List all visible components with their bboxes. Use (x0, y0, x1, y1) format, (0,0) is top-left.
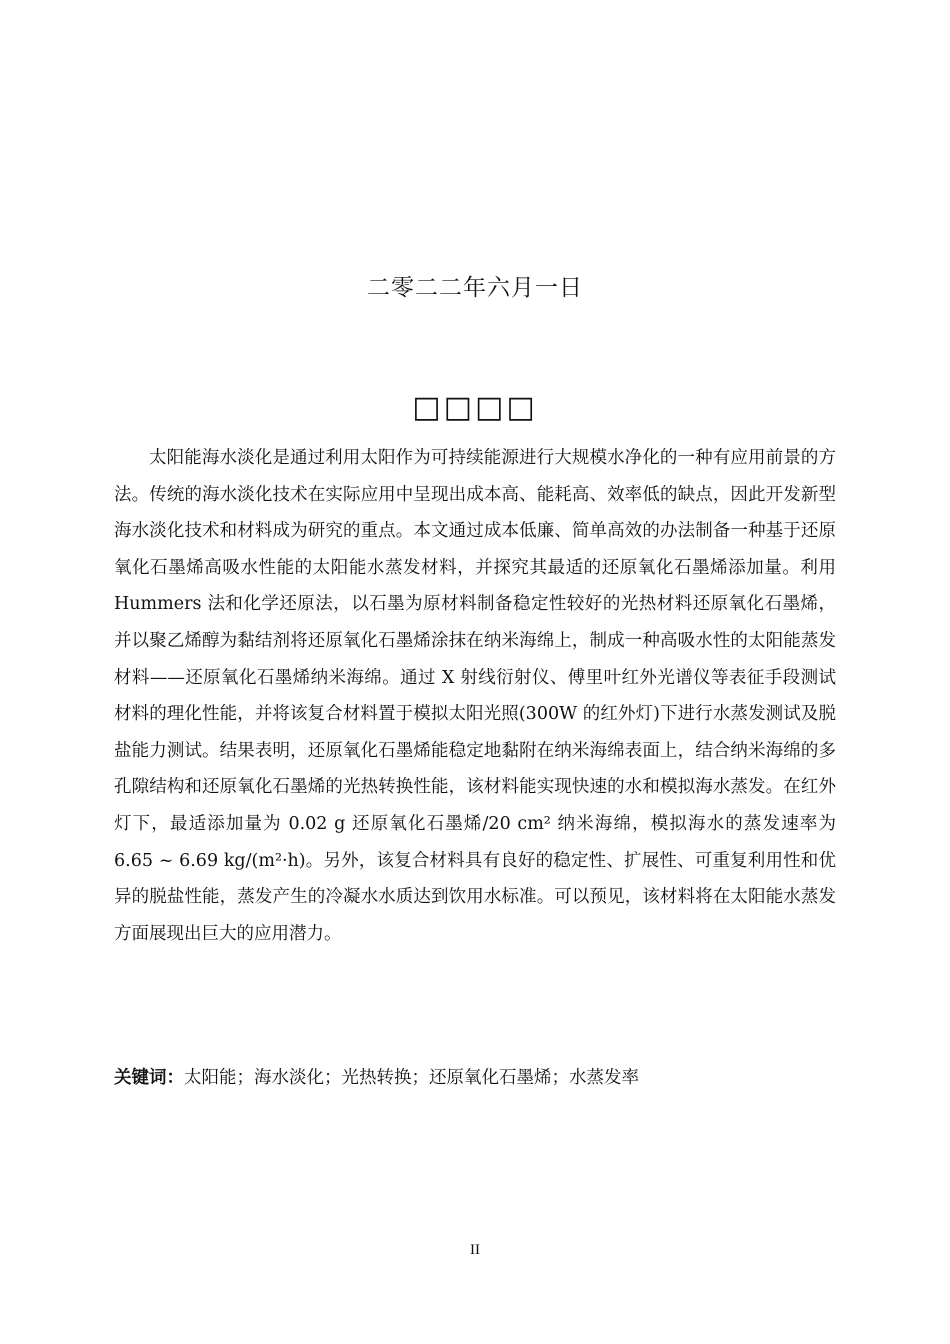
keywords-label: 关键词： (114, 1068, 184, 1088)
document-date: 二零二二年六月一日 (367, 275, 583, 301)
abstract-heading: □□□□ (412, 390, 538, 425)
keywords-list: 太阳能；海水淡化；光热转换；还原氧化石墨烯；水蒸发率 (184, 1068, 639, 1088)
abstract-paragraph: 太阳能海水淡化是通过利用太阳作为可持续能源进行大规模水净化的一种有应用前景的方法。传统的海水淡化技术在实际应用中呈现出成本高、能耗高、效率低的缺点，因此开发新型海水淡化技术和材料成为研究的重点。本文通过成本低廉、简单高效的办法制备一种基于还原氧化石墨烯高吸水性能的太阳能水蒸发材料，并探究其最适的还原氧化石墨烯添加量。利用 Hummers 法和化学还原法，以石墨为原材料制备稳定性较好的光热材料还原氧化石墨烯，并以聚乙烯醇为黏结剂将还原氧化石墨烯涂抹在纳米海绵上，制成一种高吸水性的太阳能蒸发材料——还原氧化石墨烯纳米海绵。通过 X 射线衍射仪、傅里叶红外光谱仪等表征手段测试材料的理化性能，并将该复合材料置于模拟太阳光照(300W 的红外灯)下进行水蒸发测试及脱盐能力测试。结果表明，还原氧化石墨烯能稳定地黏附在纳米海绵表面上，结合纳米海绵的多孔隙结构和还原氧化石墨烯的光热转换性能，该材料能实现快速的水和模拟海水蒸发。在红外灯下，最适添加量为 0.02 g 还原氧化石墨烯/20 cm² 纳米海绵，模拟海水的蒸发速率为 6.65 ~ 6.69 kg/(m²·h)。另外，该复合材料具有良好的稳定性、扩展性、可重复利用性和优异的脱盐性能，蒸发产生的冷凝水水质达到饮用水标准。可以预见，该材料将在太阳能水蒸发方面展现出巨大的应用潜力。 (114, 448, 836, 944)
keywords-line (114, 1062, 836, 1094)
page-number: II (470, 1242, 480, 1258)
